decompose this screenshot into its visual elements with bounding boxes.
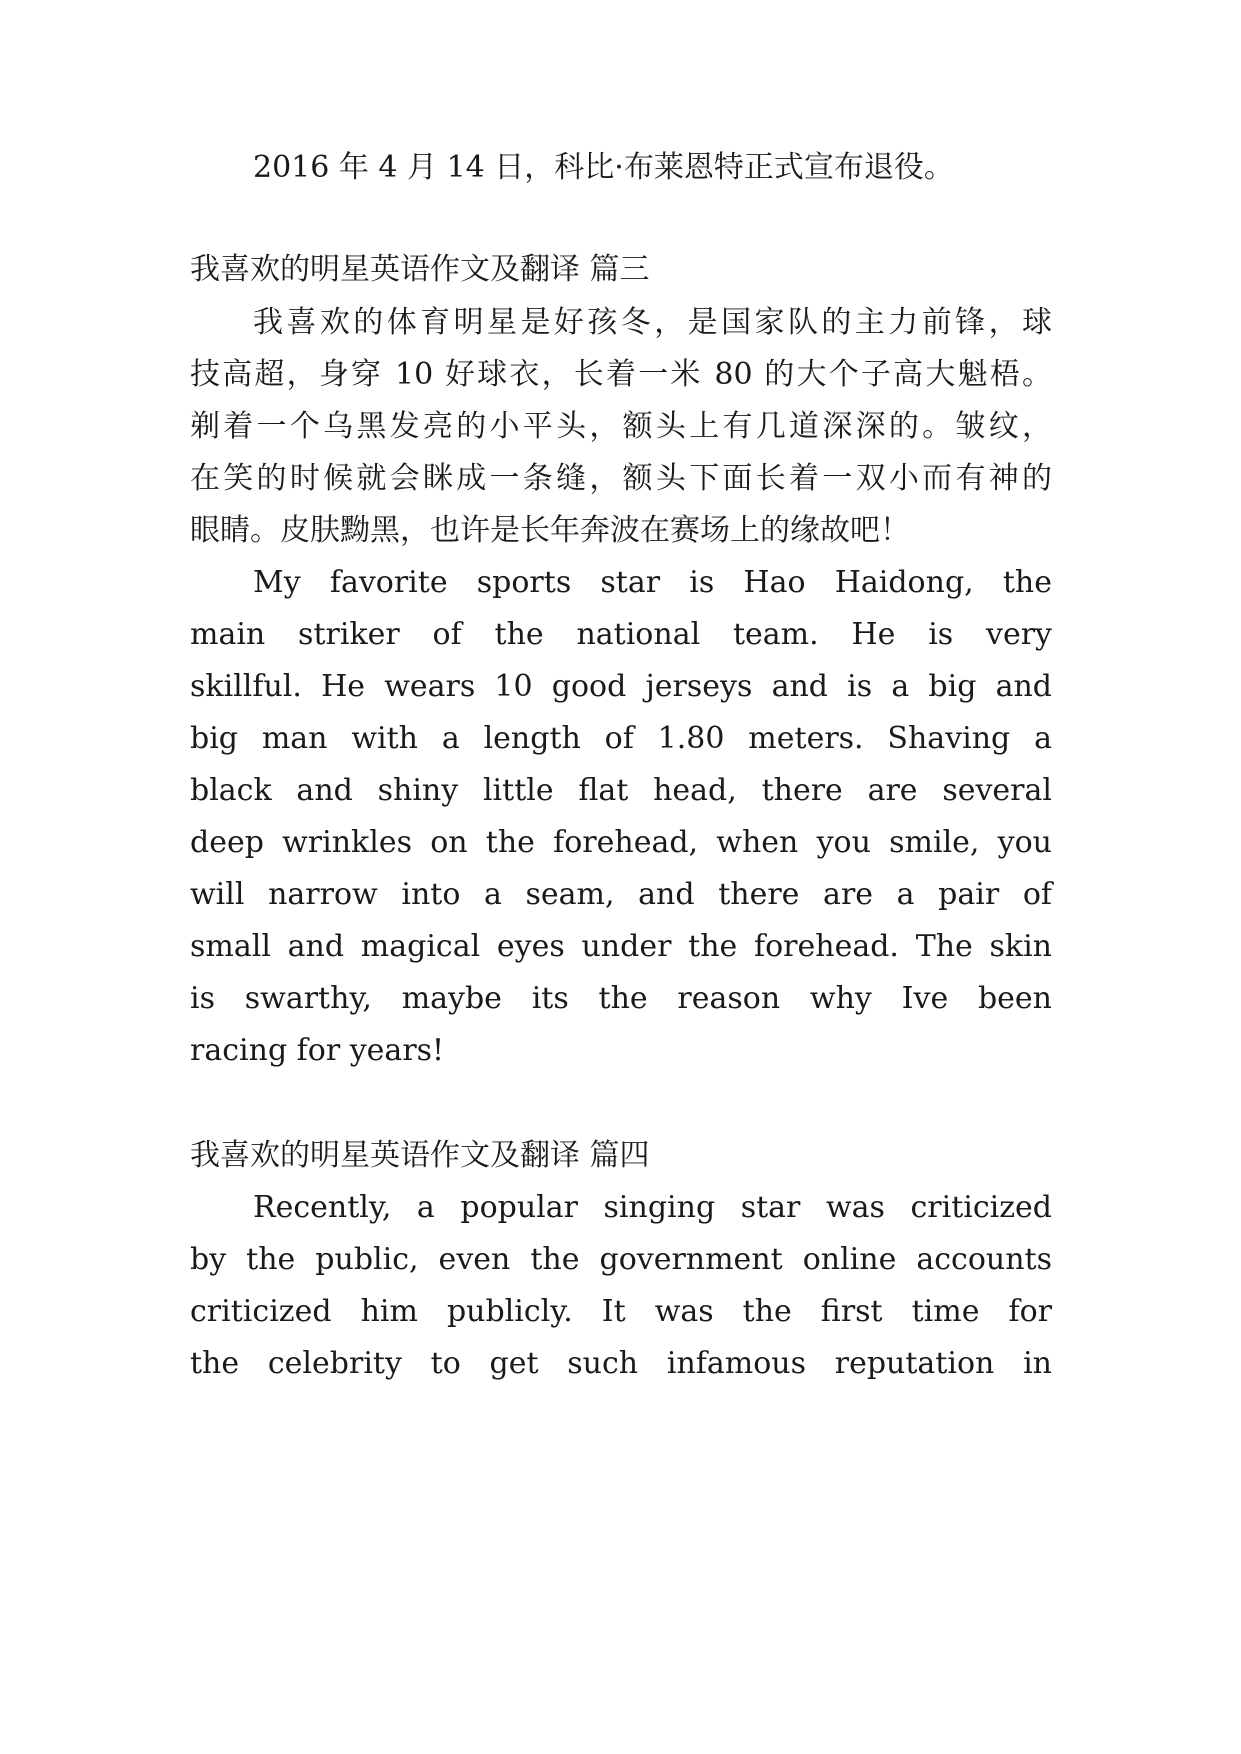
paragraph-line: will narrow into a seam, and there are a pair of: [190, 877, 1052, 912]
paragraph-line: racing for years!: [190, 1033, 445, 1068]
paragraph-line: 在笑的时候就会眯成一条缝，额头下面长着一双小而有神的: [190, 461, 1052, 496]
paragraph-line: black and shiny little flat head, there are several: [190, 773, 1052, 808]
paragraph-line: 我喜欢的体育明星是好孩冬，是国家队的主力前锋，球: [253, 305, 1052, 340]
paragraph-line: the celebrity to get such infamous reputation in: [190, 1346, 1052, 1381]
paragraph-line: deep wrinkles on the forehead, when you smile, you: [190, 825, 1052, 860]
paragraph-line: main striker of the national team. He is very: [190, 617, 1052, 652]
paragraph-line: skillful. He wears 10 good jerseys and is a big and: [190, 669, 1052, 704]
paragraph-line: 技高超，身穿 10 好球衣，长着一米 80 的大个子高大魁梧。: [190, 357, 1052, 392]
paragraph-line: My favorite sports star is Hao Haidong, the: [253, 565, 1052, 600]
section-heading-3: 我喜欢的明星英语作文及翻译 篇三: [190, 252, 650, 287]
paragraph-line: 眼睛。皮肤黝黑，也许是长年奔波在赛场上的缘故吧！: [190, 513, 910, 548]
section-heading-4: 我喜欢的明星英语作文及翻译 篇四: [190, 1138, 650, 1173]
intro-line: 2016 年 4 月 14 日，科比·布莱恩特正式宣布退役。: [253, 150, 954, 185]
paragraph-line: criticized him publicly. It was the first time for: [190, 1294, 1052, 1329]
paragraph-line: is swarthy, maybe its the reason why Ive been: [190, 981, 1052, 1016]
paragraph-line: small and magical eyes under the forehead. The skin: [190, 929, 1052, 964]
paragraph-line: by the public, even the government online accounts: [190, 1242, 1052, 1277]
paragraph-line: big man with a length of 1.80 meters. Shaving a: [190, 721, 1052, 756]
paragraph-line: Recently, a popular singing star was criticized: [253, 1190, 1052, 1225]
paragraph-line: 剃着一个乌黑发亮的小平头，额头上有几道深深的。皱纹，: [190, 409, 1052, 444]
